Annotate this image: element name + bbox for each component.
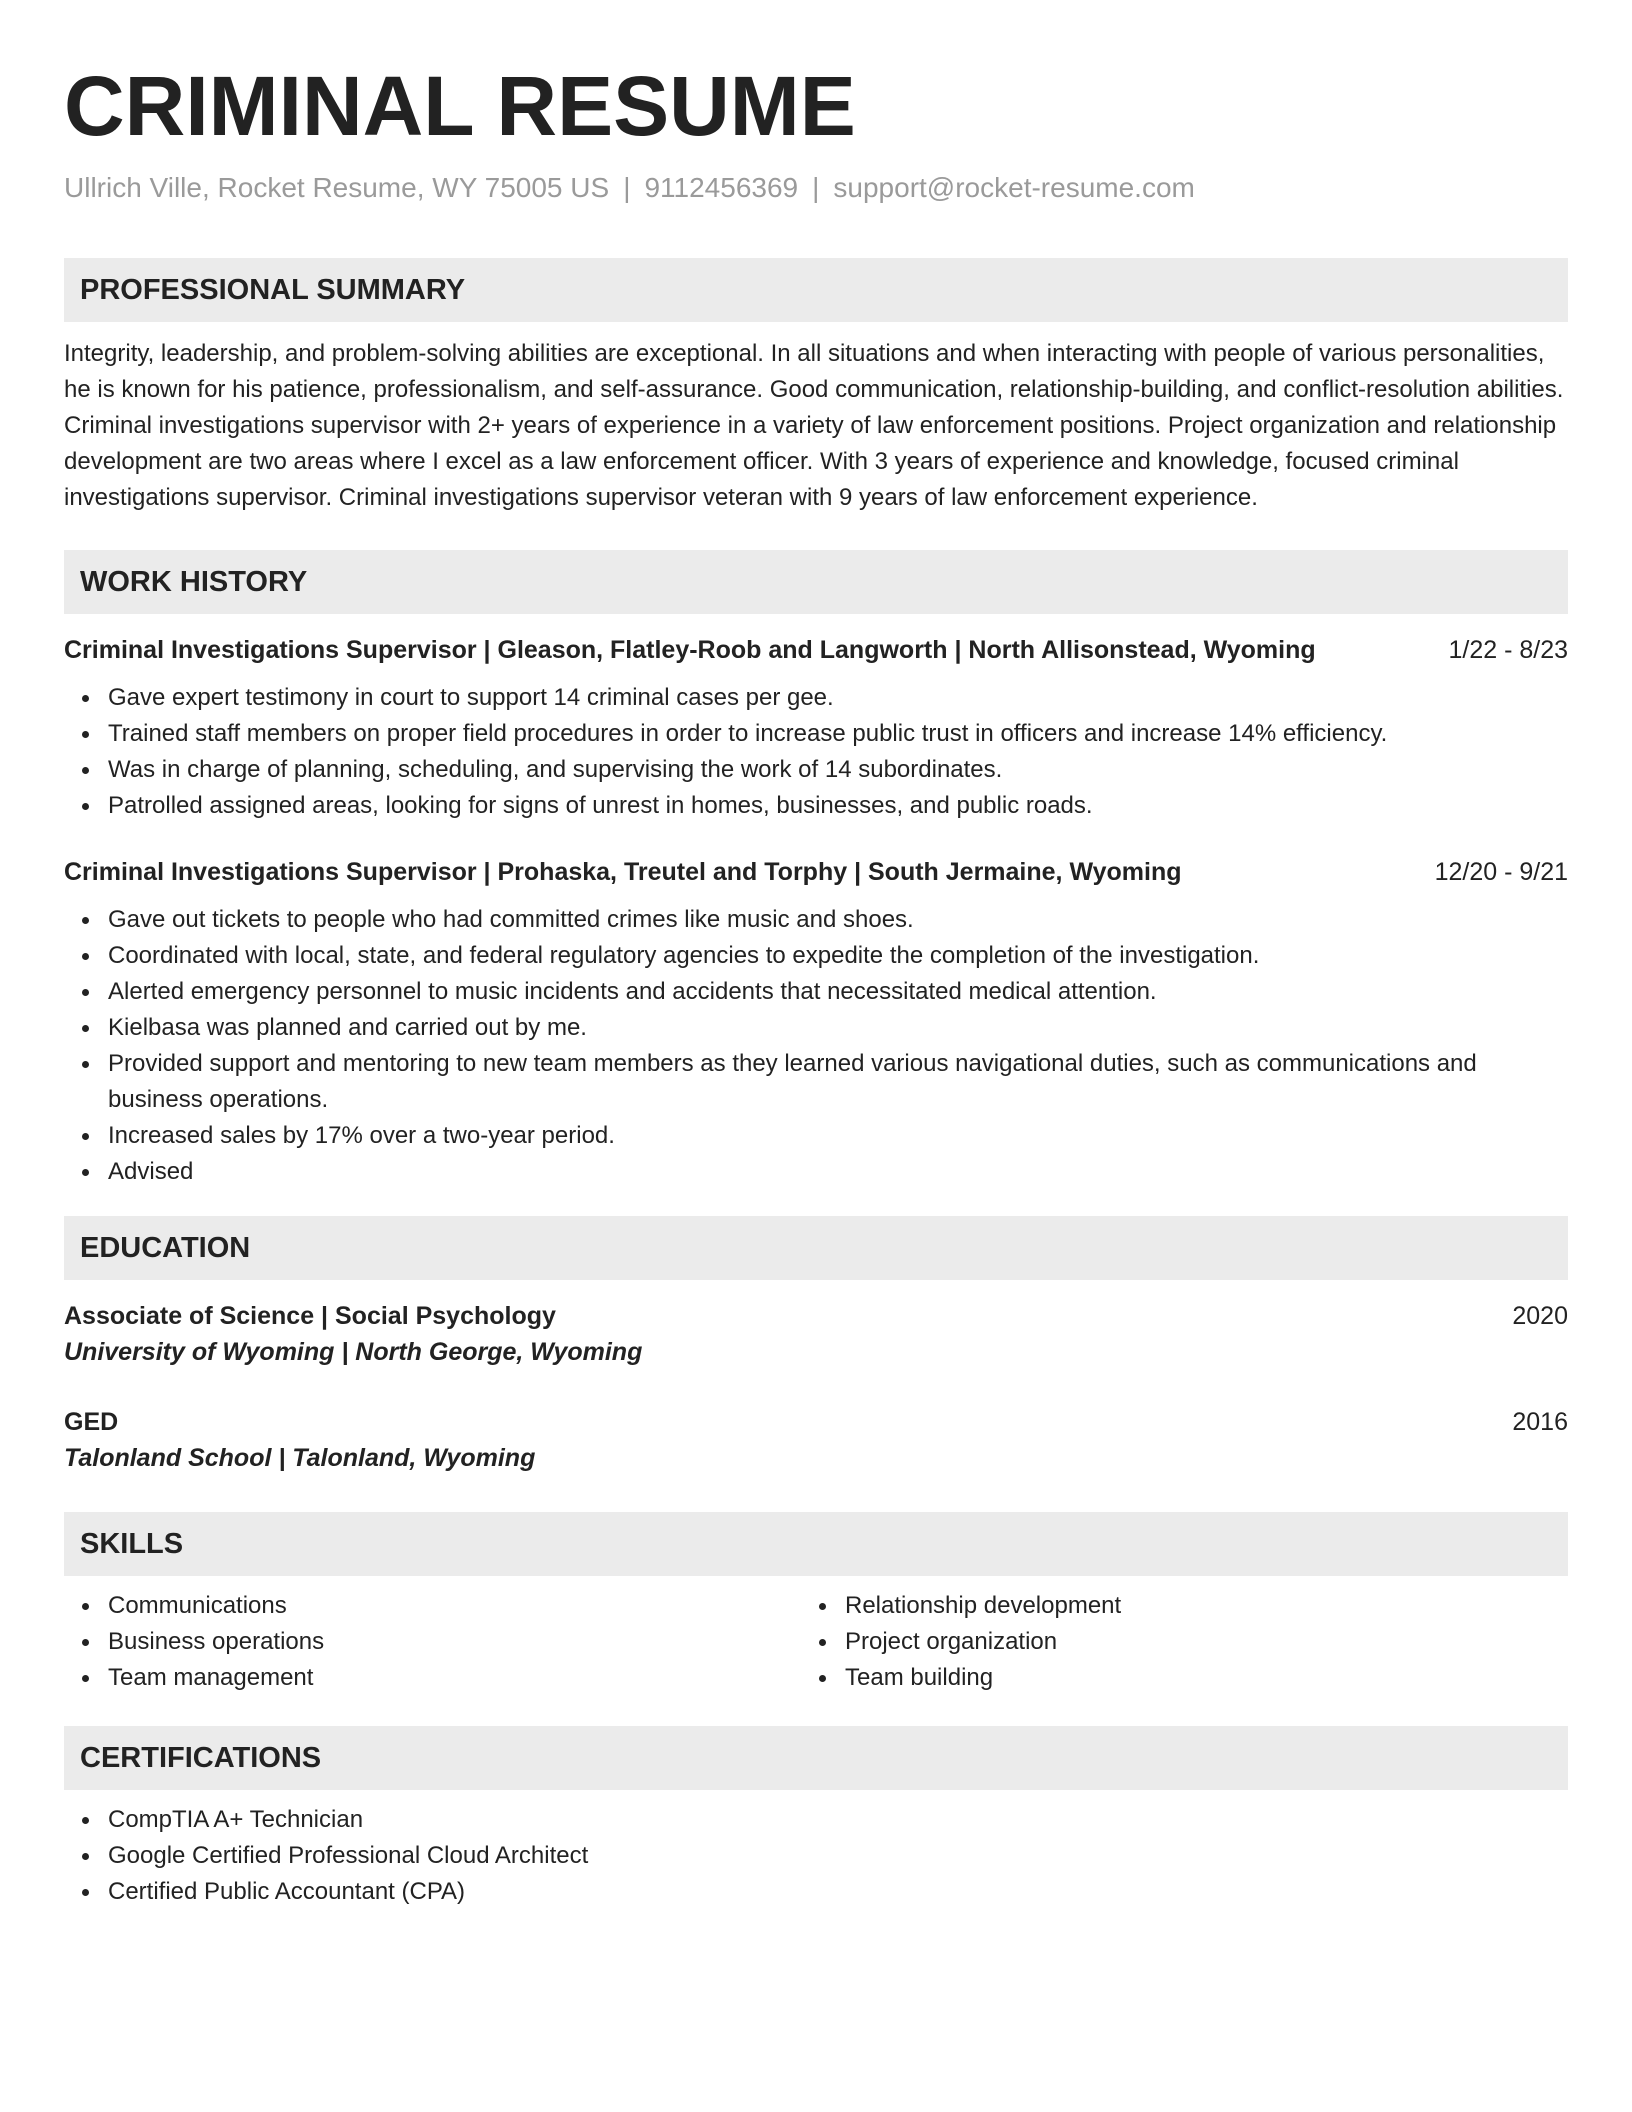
certification-item: Google Certified Professional Cloud Architect <box>108 1838 1568 1874</box>
section-header-certifications: CERTIFICATIONS <box>64 1726 1568 1790</box>
skill-item: Team building <box>845 1660 1538 1696</box>
job-bullets <box>64 902 1568 1190</box>
contact-separator: | <box>623 172 631 203</box>
job-dates: 1/22 - 8/23 <box>1448 636 1568 664</box>
certification-item: CompTIA A+ Technician <box>108 1802 1568 1838</box>
education-entry <box>64 1404 1568 1476</box>
skill-item: Project organization <box>845 1624 1538 1660</box>
education-header <box>64 1298 1568 1334</box>
job-entry <box>64 854 1568 1190</box>
skill-item: Business operations <box>108 1624 801 1660</box>
job-bullet: Advised <box>108 1154 1568 1190</box>
contact-address: Ullrich Ville, Rocket Resume, WY 75005 US <box>64 172 610 203</box>
education-header <box>64 1404 1568 1440</box>
contact-separator: | <box>812 172 820 203</box>
section-header-education: EDUCATION <box>64 1216 1568 1280</box>
job-dates: 12/20 - 9/21 <box>1434 858 1568 886</box>
job-header <box>64 854 1568 890</box>
job-bullet: Gave out tickets to people who had committed crimes like music and shoes. <box>108 902 1568 938</box>
section-header-summary: PROFESSIONAL SUMMARY <box>64 258 1568 322</box>
skill-item: Team management <box>108 1660 801 1696</box>
skill-item: Relationship development <box>845 1588 1538 1624</box>
job-entry <box>64 632 1568 824</box>
job-bullet: Kielbasa was planned and carried out by me. <box>108 1010 1568 1046</box>
skills-list <box>64 1588 801 1696</box>
education-degree: Associate of Science | Social Psychology <box>64 1302 556 1330</box>
job-bullet: Provided support and mentoring to new team members as they learned various navigational duties, such as communications and business operations. <box>108 1046 1568 1118</box>
education-degree: GED <box>64 1408 119 1436</box>
contact-email: support@rocket-resume.com <box>833 172 1195 203</box>
education-school: Talonland School | Talonland, Wyoming <box>64 1444 536 1472</box>
job-bullets <box>64 680 1568 824</box>
certification-item: Certified Public Accountant (CPA) <box>108 1874 1568 1910</box>
education-year: 2020 <box>1512 1302 1568 1330</box>
education-entry <box>64 1298 1568 1370</box>
skills-grid <box>64 1588 1568 1696</box>
education-school: University of Wyoming | North George, Wyoming <box>64 1338 643 1366</box>
job-title: Criminal Investigations Supervisor | Gleason, Flatley-Roob and Langworth | North Allisonstead, Wyoming <box>64 636 1316 664</box>
job-bullet: Trained staff members on proper field procedures in order to increase public trust in officers and increase 14% efficiency. <box>108 716 1568 752</box>
job-bullet: Alerted emergency personnel to music incidents and accidents that necessitated medical attention. <box>108 974 1568 1010</box>
certifications-list <box>64 1802 1568 1910</box>
section-header-work-history: WORK HISTORY <box>64 550 1568 614</box>
skills-column-right <box>801 1588 1538 1696</box>
summary-text: Integrity, leadership, and problem-solving abilities are exceptional. In all situations and when interacting with people of various personalities, he is known for his patience, professionalism, and self-assurance. Good communication, relationship-building, and conflict-resolution abilities. Criminal investigations supervisor with 2+ years of experience in a variety of law enforcement positions. Project organization and relationship development are two areas where I excel as a law enforcement officer. With 3 years of experience and knowledge, focused criminal investigations supervisor. Criminal investigations supervisor veteran with 9 years of law enforcement experience. <box>64 340 1564 511</box>
education-year: 2016 <box>1512 1408 1568 1436</box>
job-bullet: Gave expert testimony in court to support 14 criminal cases per gee. <box>108 680 1568 716</box>
job-bullet: Was in charge of planning, scheduling, and supervising the work of 14 subordinates. <box>108 752 1568 788</box>
skills-list <box>801 1588 1538 1696</box>
job-bullet: Patrolled assigned areas, looking for signs of unrest in homes, businesses, and public roads. <box>108 788 1568 824</box>
skills-column-left <box>64 1588 801 1696</box>
skill-item: Communications <box>108 1588 801 1624</box>
resume-title: CRIMINAL RESUME <box>64 59 856 153</box>
job-title: Criminal Investigations Supervisor | Prohaska, Treutel and Torphy | South Jermaine, Wyoming <box>64 858 1182 886</box>
contact-phone: 9112456369 <box>644 172 799 203</box>
section-header-skills: SKILLS <box>64 1512 1568 1576</box>
contact-line <box>64 170 1568 206</box>
job-bullet: Increased sales by 17% over a two-year period. <box>108 1118 1568 1154</box>
job-header <box>64 632 1568 668</box>
job-bullet: Coordinated with local, state, and federal regulatory agencies to expedite the completion of the investigation. <box>108 938 1568 974</box>
